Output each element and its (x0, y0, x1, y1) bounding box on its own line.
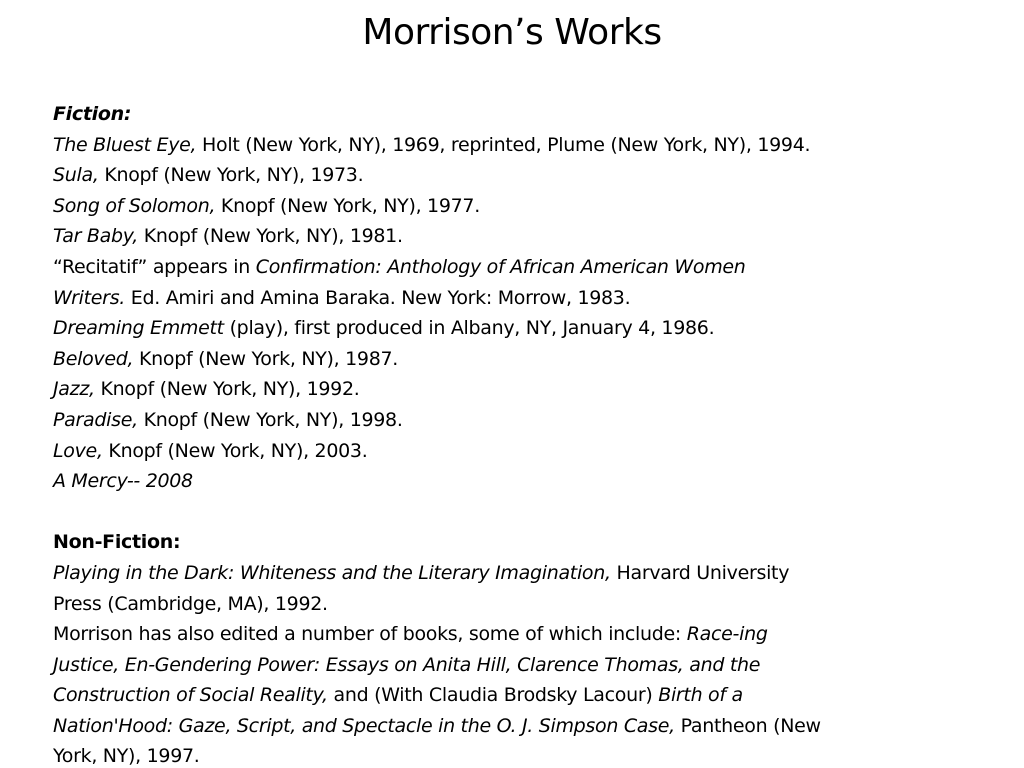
slide-body (53, 99, 933, 768)
nonfiction-edited-cont: Construction of Social Reality, and (With Claudia Brodsky Lacour) Birth of a (53, 684, 743, 707)
fiction-item: Love, Knopf (New York, NY), 2003. (53, 439, 368, 462)
fiction-item: Beloved, Knopf (New York, NY), 1987. (53, 347, 399, 370)
fiction-item: Jazz, Knopf (New York, NY), 1992. (53, 378, 360, 401)
nonfiction-edited: Morrison has also edited a number of books, some of which include: Race-ing (53, 623, 768, 646)
spacer (53, 497, 933, 528)
fiction-item: A Mercy-- 2008 (53, 470, 193, 493)
fiction-item: The Bluest Eye, Holt (New York, NY), 1969, reprinted, Plume (New York, NY), 1994. (53, 133, 811, 156)
fiction-item: Song of Solomon, Knopf (New York, NY), 1977. (53, 194, 480, 217)
fiction-item: Paradise, Knopf (New York, NY), 1998. (53, 408, 403, 431)
nonfiction-edited-cont: Justice, En-Gendering Power: Essays on Anita Hill, Clarence Thomas, and the (53, 653, 761, 676)
fiction-item: Dreaming Emmett (play), first produced in Albany, NY, January 4, 1986. (53, 317, 715, 340)
nonfiction-item-cont: Press (Cambridge, MA), 1992. (53, 592, 328, 615)
nonfiction-item: Playing in the Dark: Whiteness and the Literary Imagination, Harvard University (53, 561, 790, 584)
fiction-heading: Fiction: (53, 103, 132, 125)
nonfiction-edited-cont: York, NY), 1997. (53, 745, 200, 768)
slide-title: Morrison’s Works (362, 12, 662, 53)
fiction-item-recitatif: “Recitatif” appears in Confirmation: Anthology of African American Women (53, 255, 746, 278)
fiction-item: Tar Baby, Knopf (New York, NY), 1981. (53, 225, 403, 248)
fiction-item: Sula, Knopf (New York, NY), 1973. (53, 164, 364, 187)
nonfiction-heading: Non-Fiction: (53, 531, 181, 554)
nonfiction-edited-cont: Nation'Hood: Gaze, Script, and Spectacle in the O. J. Simpson Case, Pantheon (New (53, 714, 821, 737)
fiction-item-recitatif-cont: Writers. Ed. Amiri and Amina Baraka. New York: Morrow, 1983. (53, 286, 631, 309)
